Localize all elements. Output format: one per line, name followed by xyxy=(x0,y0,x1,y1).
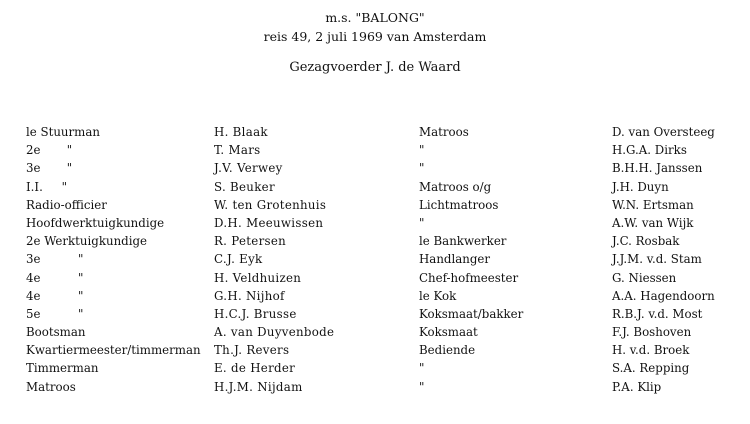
crew-right-name: J.H. Duyn xyxy=(612,179,669,194)
crew-right-role: Lichtmatroos xyxy=(419,197,499,212)
crew-left-name: W. ten Grotenhuis xyxy=(214,197,327,212)
crew-right-role: " xyxy=(419,379,425,394)
crew-right-role: Handlanger xyxy=(419,252,491,267)
crew-right-name: S.A. Repping xyxy=(612,361,690,376)
crew-right-role: " xyxy=(419,361,425,376)
crew-right-name: A.W. van Wijk xyxy=(612,215,694,230)
crew-row xyxy=(0,287,750,305)
crew-left-name: H.J.M. Nijdam xyxy=(214,379,303,394)
crew-left-role: 4e " xyxy=(26,288,84,303)
crew-row xyxy=(0,250,750,268)
crew-right-name: D. van Oversteeg xyxy=(612,125,715,139)
crew-left-role: Hoofdwerktuigkundige xyxy=(26,215,165,230)
crew-row xyxy=(0,359,750,377)
crew-left-role: 2e Werktuigkundige xyxy=(26,234,148,249)
ship-name: m.s. "BALONG" xyxy=(325,10,425,25)
crew-row xyxy=(0,232,750,250)
crew-row xyxy=(0,196,750,214)
crew-left-role: 3e " xyxy=(26,161,73,176)
crew-left-name: D.H. Meeuwissen xyxy=(214,215,324,230)
crew-left-name: S. Beuker xyxy=(214,179,275,194)
crew-right-name: B.H.H. Janssen xyxy=(612,161,703,176)
crew-row xyxy=(0,305,750,323)
crew-left-role: Timmerman xyxy=(26,361,99,376)
crew-row xyxy=(0,159,750,177)
crew-left-role: le Stuurman xyxy=(26,125,100,139)
crew-left-name: Th.J. Revers xyxy=(214,343,290,358)
crew-row xyxy=(0,269,750,287)
crew-left-name: G.H. Nijhof xyxy=(214,288,285,303)
crew-right-name: J.J.M. v.d. Stam xyxy=(612,252,702,267)
crew-left-name: A. van Duyvenbode xyxy=(214,325,335,340)
crew-right-role: Matroos o/g xyxy=(419,179,492,194)
voyage-line: reis 49, 2 juli 1969 van Amsterdam xyxy=(263,29,487,44)
crew-left-name: T. Mars xyxy=(214,143,261,158)
crew-right-name: H.G.A. Dirks xyxy=(612,143,687,158)
crew-right-name: A.A. Hagendoorn xyxy=(612,288,715,303)
crew-left-role: I.I. " xyxy=(26,179,67,194)
crew-left-role: 2e " xyxy=(26,143,73,158)
crew-left-name: E. de Herder xyxy=(214,361,296,376)
crew-right-role: Matroos xyxy=(419,125,469,139)
crew-right-role: Bediende xyxy=(419,343,476,358)
captain-line: Gezagvoerder J. de Waard xyxy=(289,60,461,75)
crew-left-role: 3e " xyxy=(26,252,84,267)
crew-left-name: R. Petersen xyxy=(214,234,287,249)
crew-left-role: Kwartiermeester/timmerman xyxy=(26,343,201,358)
crew-row xyxy=(0,214,750,232)
crew-left-role: Matroos xyxy=(26,379,76,394)
crew-left-name: H. Blaak xyxy=(214,125,268,139)
crew-left-role: Bootsman xyxy=(26,325,86,340)
crew-left-name: C.J. Eyk xyxy=(214,252,263,267)
crew-right-role: " xyxy=(419,215,425,230)
crew-left-role: Radio-officier xyxy=(26,197,107,212)
crew-right-role: Koksmaat/bakker xyxy=(419,306,524,321)
crew-right-name: F.J. Boshoven xyxy=(612,325,692,340)
crew-right-role: le Kok xyxy=(419,288,457,303)
crew-right-role: " xyxy=(419,143,425,158)
crew-right-name: H. v.d. Broek xyxy=(612,343,690,358)
crew-left-role: 5e " xyxy=(26,306,84,321)
crew-row xyxy=(0,178,750,196)
crew-right-name: G. Niessen xyxy=(612,270,677,285)
crew-left-name: H. Veldhuizen xyxy=(214,270,302,285)
crew-row xyxy=(0,341,750,359)
crew-row xyxy=(0,378,750,396)
crew-row xyxy=(0,123,750,141)
crew-left-name: J.V. Verwey xyxy=(214,161,283,176)
crew-right-name: R.B.J. v.d. Most xyxy=(612,306,703,321)
crew-row xyxy=(0,141,750,159)
crew-right-name: W.N. Ertsman xyxy=(612,197,694,212)
crew-right-role: Koksmaat xyxy=(419,325,478,340)
crew-list xyxy=(0,123,750,396)
crew-right-name: J.C. Rosbak xyxy=(612,234,680,249)
crew-left-name: H.C.J. Brusse xyxy=(214,306,297,321)
crew-right-name: P.A. Klip xyxy=(612,379,662,394)
crew-row xyxy=(0,323,750,341)
crew-right-role: Chef-hofmeester xyxy=(419,270,519,285)
crew-right-role: le Bankwerker xyxy=(419,234,507,249)
crew-right-role: " xyxy=(419,161,425,176)
crew-left-role: 4e " xyxy=(26,270,84,285)
